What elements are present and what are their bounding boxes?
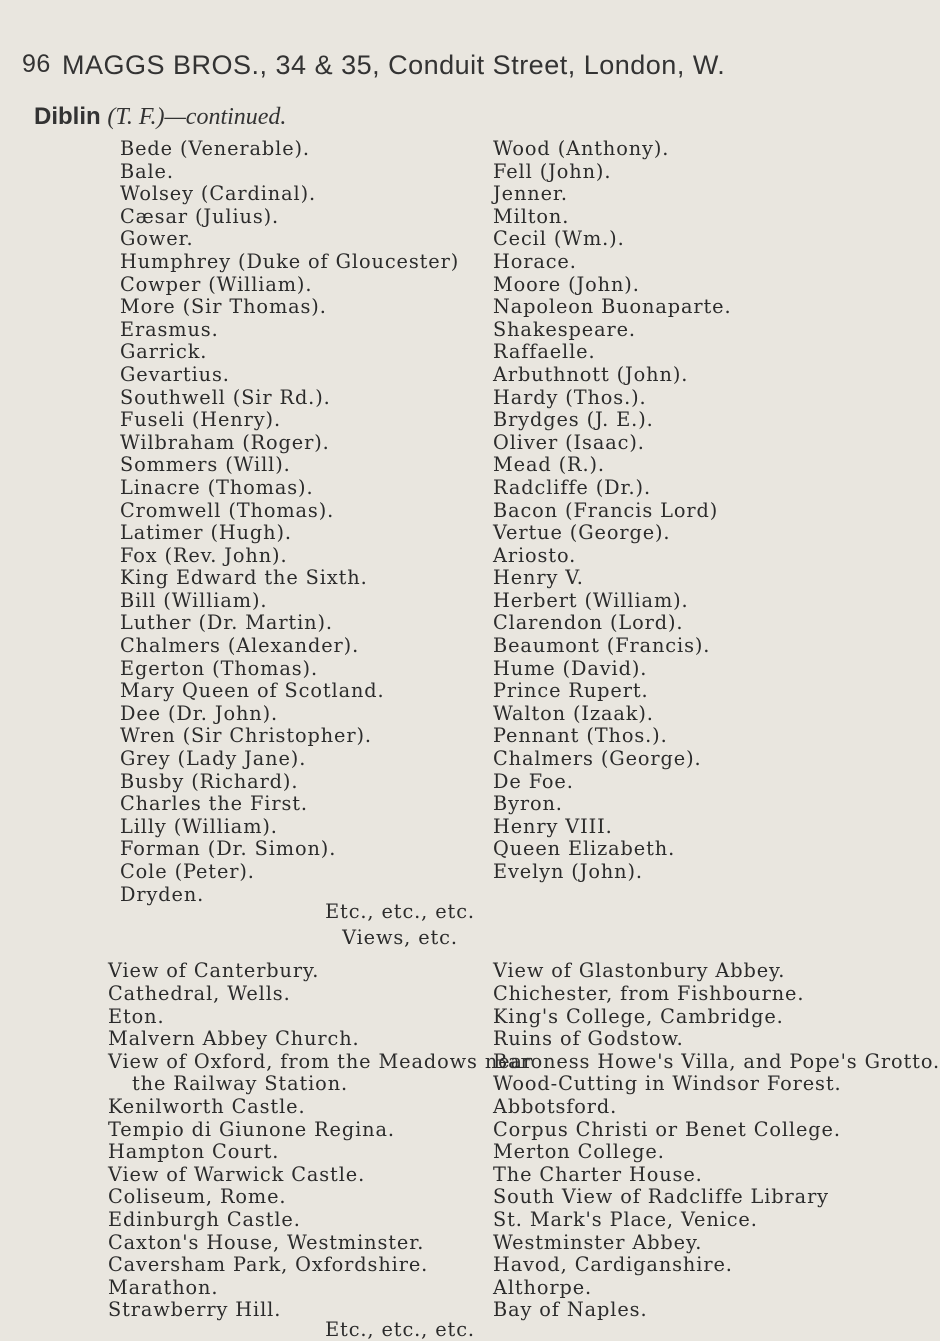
view-entry: Cathedral, Wells. [108, 981, 291, 1005]
view-entry: Caxton's House, Westminster. [108, 1230, 425, 1254]
portrait-entry: Charles the First. [120, 792, 308, 816]
view-entry: Bay of Naples. [493, 1298, 648, 1322]
view-entry: View of Glastonbury Abbey. [493, 959, 786, 983]
view-entry: Malvern Abbey Church. [108, 1027, 360, 1051]
view-entry: Havod, Cardiganshire. [493, 1253, 733, 1277]
portraits-left-column [120, 138, 459, 906]
view-entry: Chichester, from Fishbourne. [493, 981, 805, 1005]
portrait-entry: Milton. [493, 204, 570, 228]
portrait-entry: Pennant (Thos.). [493, 724, 668, 748]
view-entry: Caversham Park, Oxfordshire. [108, 1253, 429, 1277]
portrait-entry: Mead (R.). [493, 453, 605, 477]
portrait-entry: Brydges (J. E.). [493, 408, 654, 432]
section-subheading [34, 103, 286, 131]
portrait-entry: Linacre (Thomas). [120, 475, 314, 499]
portrait-entry: Beaumont (Francis). [493, 634, 711, 658]
portrait-entry: Busby (Richard). [120, 769, 299, 793]
page-header-title: MAGGS BROS., 34 & 35, Conduit Street, London, W. [62, 50, 726, 80]
portrait-entry: Dryden. [120, 882, 205, 906]
portrait-entry: Egerton (Thomas). [120, 656, 318, 680]
view-entry: Wood-Cutting in Windsor Forest. [493, 1072, 842, 1096]
view-entry: Eton. [108, 1004, 165, 1028]
view-entry: South View of Radcliffe Library [493, 1185, 829, 1209]
views-heading: Views, etc. [342, 926, 458, 950]
view-entry: Tempio di Giunone Regina. [108, 1117, 395, 1141]
portrait-entry: Wood (Anthony). [493, 137, 670, 160]
view-entry: Strawberry Hill. [108, 1298, 282, 1322]
view-entry: Corpus Christi or Benet College. [493, 1117, 841, 1141]
view-entry: Baroness Howe's Villa, and Pope's Grotto. [493, 1049, 940, 1073]
portrait-entry: Henry V. [493, 566, 584, 590]
views-right-column [493, 960, 940, 1322]
view-entry: Althorpe. [493, 1275, 593, 1299]
view-entry: Westminster Abbey. [493, 1230, 703, 1254]
portrait-entry: Bale. [120, 159, 174, 183]
portrait-entry: Oliver (Isaac). [493, 430, 645, 454]
portrait-entry: Humphrey (Duke of Gloucester) [120, 249, 460, 273]
views-etc: Etc., etc., etc. [325, 1318, 475, 1341]
portrait-entry: Garrick. [120, 340, 208, 364]
portrait-entry: Cowper (William). [120, 272, 313, 296]
portrait-entry: Grey (Lady Jane). [120, 747, 307, 771]
portrait-entry: De Foe. [493, 769, 574, 793]
portrait-entry: Luther (Dr. Martin). [120, 611, 333, 635]
portraits-etc: Etc., etc., etc. [325, 900, 475, 924]
portrait-entry: Queen Elizabeth. [493, 837, 676, 861]
portrait-entry: Erasmus. [120, 317, 219, 341]
view-entry: View of Canterbury. [108, 959, 320, 983]
view-entry: Hampton Court. [108, 1140, 280, 1164]
portrait-entry: More (Sir Thomas). [120, 295, 327, 319]
view-entry: View of Warwick Castle. [108, 1162, 366, 1186]
portrait-entry: Bede (Venerable). [120, 137, 310, 160]
portrait-entry: Henry VIII. [493, 814, 613, 838]
portrait-entry: Raffaelle. [493, 340, 596, 364]
portrait-entry: Arbuthnott (John). [493, 362, 689, 386]
portrait-entry: Sommers (Will). [120, 453, 291, 477]
subheading-rest: (T. F.)—continued. [107, 104, 287, 130]
portrait-entry: Horace. [493, 249, 577, 273]
view-entry: Edinburgh Castle. [108, 1207, 301, 1231]
portrait-entry: Southwell (Sir Rd.). [120, 385, 331, 409]
page-number: 96 [22, 50, 51, 78]
portrait-entry: Latimer (Hugh). [120, 521, 292, 545]
portrait-entry: Forman (Dr. Simon). [120, 837, 337, 861]
portrait-entry: Wilbraham (Roger). [120, 430, 330, 454]
view-entry: Coliseum, Rome. [108, 1185, 287, 1209]
portrait-entry: Shakespeare. [493, 317, 636, 341]
portrait-entry: Cole (Peter). [120, 860, 255, 883]
portrait-entry: Jenner. [493, 182, 568, 206]
portrait-entry: Hume (David). [493, 656, 648, 680]
portrait-entry: Byron. [493, 792, 563, 816]
portrait-entry: Chalmers (George). [493, 747, 702, 771]
view-entry: Ruins of Godstow. [493, 1027, 684, 1051]
portrait-entry: Lilly (William). [120, 814, 278, 838]
subheading-name: Diblin [34, 103, 101, 130]
portrait-entry: Gevartius. [120, 362, 230, 386]
portrait-entry: King Edward the Sixth. [120, 566, 368, 590]
portrait-entry: Cæsar (Julius). [120, 204, 280, 228]
portrait-entry: Hardy (Thos.). [493, 385, 647, 409]
portrait-entry: Vertue (George). [493, 521, 671, 545]
view-entry: The Charter House. [493, 1162, 703, 1186]
portrait-entry: Ariosto. [493, 543, 577, 567]
portrait-entry: Herbert (William). [493, 588, 689, 612]
portrait-entry: Fuseli (Henry). [120, 408, 281, 432]
portrait-entry: Fell (John). [493, 159, 612, 183]
view-entry: Merton College. [493, 1140, 665, 1164]
portrait-entry: Mary Queen of Scotland. [120, 679, 385, 703]
page-header [22, 50, 800, 81]
portrait-entry: Wolsey (Cardinal). [120, 182, 317, 206]
portrait-entry: Napoleon Buonaparte. [493, 295, 732, 319]
portrait-entry: Gower. [120, 227, 194, 251]
portrait-entry: Chalmers (Alexander). [120, 634, 360, 658]
portrait-entry: Fox (Rev. John). [120, 543, 288, 567]
view-entry: View of Oxford, from the Meadows near [108, 1049, 533, 1073]
portrait-entry: Prince Rupert. [493, 679, 649, 703]
view-entry: Abbotsford. [493, 1094, 618, 1118]
portrait-entry: Walton (Izaak). [493, 701, 654, 725]
views-left-column [108, 960, 533, 1322]
portrait-entry: Cromwell (Thomas). [120, 498, 335, 522]
view-entry: the Railway Station. [132, 1072, 349, 1096]
portrait-entry: Evelyn (John). [493, 860, 643, 883]
portrait-entry: Dee (Dr. John). [120, 701, 279, 725]
portraits-right-column [493, 138, 732, 884]
view-entry: St. Mark's Place, Venice. [493, 1207, 758, 1231]
view-entry: Marathon. [108, 1275, 219, 1299]
view-entry: Kenilworth Castle. [108, 1094, 306, 1118]
view-entry: King's College, Cambridge. [493, 1004, 784, 1028]
portrait-entry: Bill (William). [120, 588, 268, 612]
portrait-entry: Bacon (Francis Lord) [493, 498, 719, 522]
portrait-entry: Wren (Sir Christopher). [120, 724, 372, 748]
portrait-entry: Clarendon (Lord). [493, 611, 684, 635]
portrait-entry: Radcliffe (Dr.). [493, 475, 652, 499]
portrait-entry: Cecil (Wm.). [493, 227, 625, 251]
portrait-entry: Moore (John). [493, 272, 640, 296]
